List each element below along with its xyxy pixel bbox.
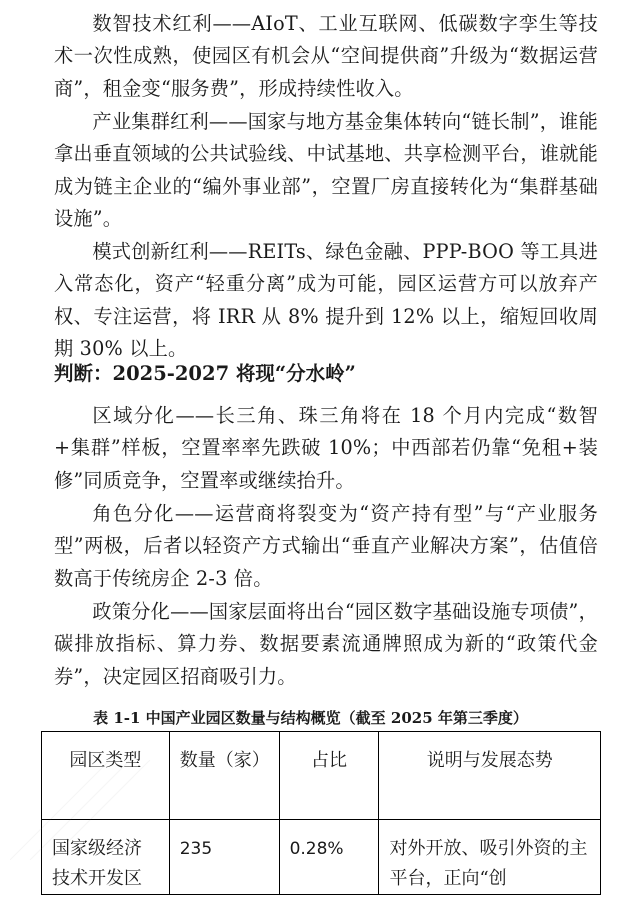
table-caption: 表 1-1 中国产业园区数量与结构概览（截至 2025 年第三季度） — [93, 709, 528, 727]
cell-park-type: 国家级经济技术开发区 — [42, 820, 170, 895]
section-heading: 判断：2025-2027 将现“分水岭” — [54, 362, 356, 385]
cell-share: 0.28% — [279, 820, 379, 895]
header-description: 说明与发展态势 — [379, 732, 601, 820]
table-header-row — [42, 732, 601, 820]
paragraph-cluster-dividend: 产业集群红利——国家与地方基金集体转向“链长制”，谁能拿出垂直领域的公共试验线、中试基地、共享检测平台，谁就能成为链主企业的“编外事业部”，空置厂房直接转化为“集群基础设施”。 — [54, 110, 598, 231]
cell-count: 235 — [169, 820, 279, 895]
paragraph-regional-divergence: 区域分化——长三角、珠三角将在 18 个月内完成“数智+集群”样板，空置率率先跌破 10%；中西部若仍靠“免租+装修”同质竞争，空置率或继续抬升。 — [54, 404, 598, 492]
header-count: 数量（家） — [169, 732, 279, 820]
header-park-type: 园区类型 — [42, 732, 170, 820]
table-row — [42, 820, 601, 895]
cell-description: 对外开放、吸引外资的主平台，正向“创 — [379, 820, 601, 895]
paragraph-role-divergence: 角色分化——运营商将裂变为“资产持有型”与“产业服务型”两极，后者以轻资产方式输出“垂直产业解决方案”，估值倍数高于传统房企 2-3 倍。 — [54, 502, 598, 590]
header-share: 占比 — [279, 732, 379, 820]
paragraph-model-dividend: 模式创新红利——REITs、绿色金融、PPP-BOO 等工具进入常态化，资产“轻重分离”成为可能，园区运营方可以放弃产权、专注运营，将 IRR 从 8% 提升到 12% 以上，缩短回收周期 30% 以上。 — [54, 240, 598, 361]
paragraph-digital-dividend: 数智技术红利——AIoT、工业互联网、低碳数字孪生等技术一次性成熟，使园区有机会从“空间提供商”升级为“数据运营商”，租金变“服务费”，形成持续性收入。 — [54, 12, 598, 100]
paragraph-policy-divergence: 政策分化——国家层面将出台“园区数字基础设施专项债”，碳排放指标、算力券、数据要素流通牌照成为新的“政策代金券”，决定园区招商吸引力。 — [54, 600, 598, 688]
park-structure-table — [41, 731, 601, 895]
